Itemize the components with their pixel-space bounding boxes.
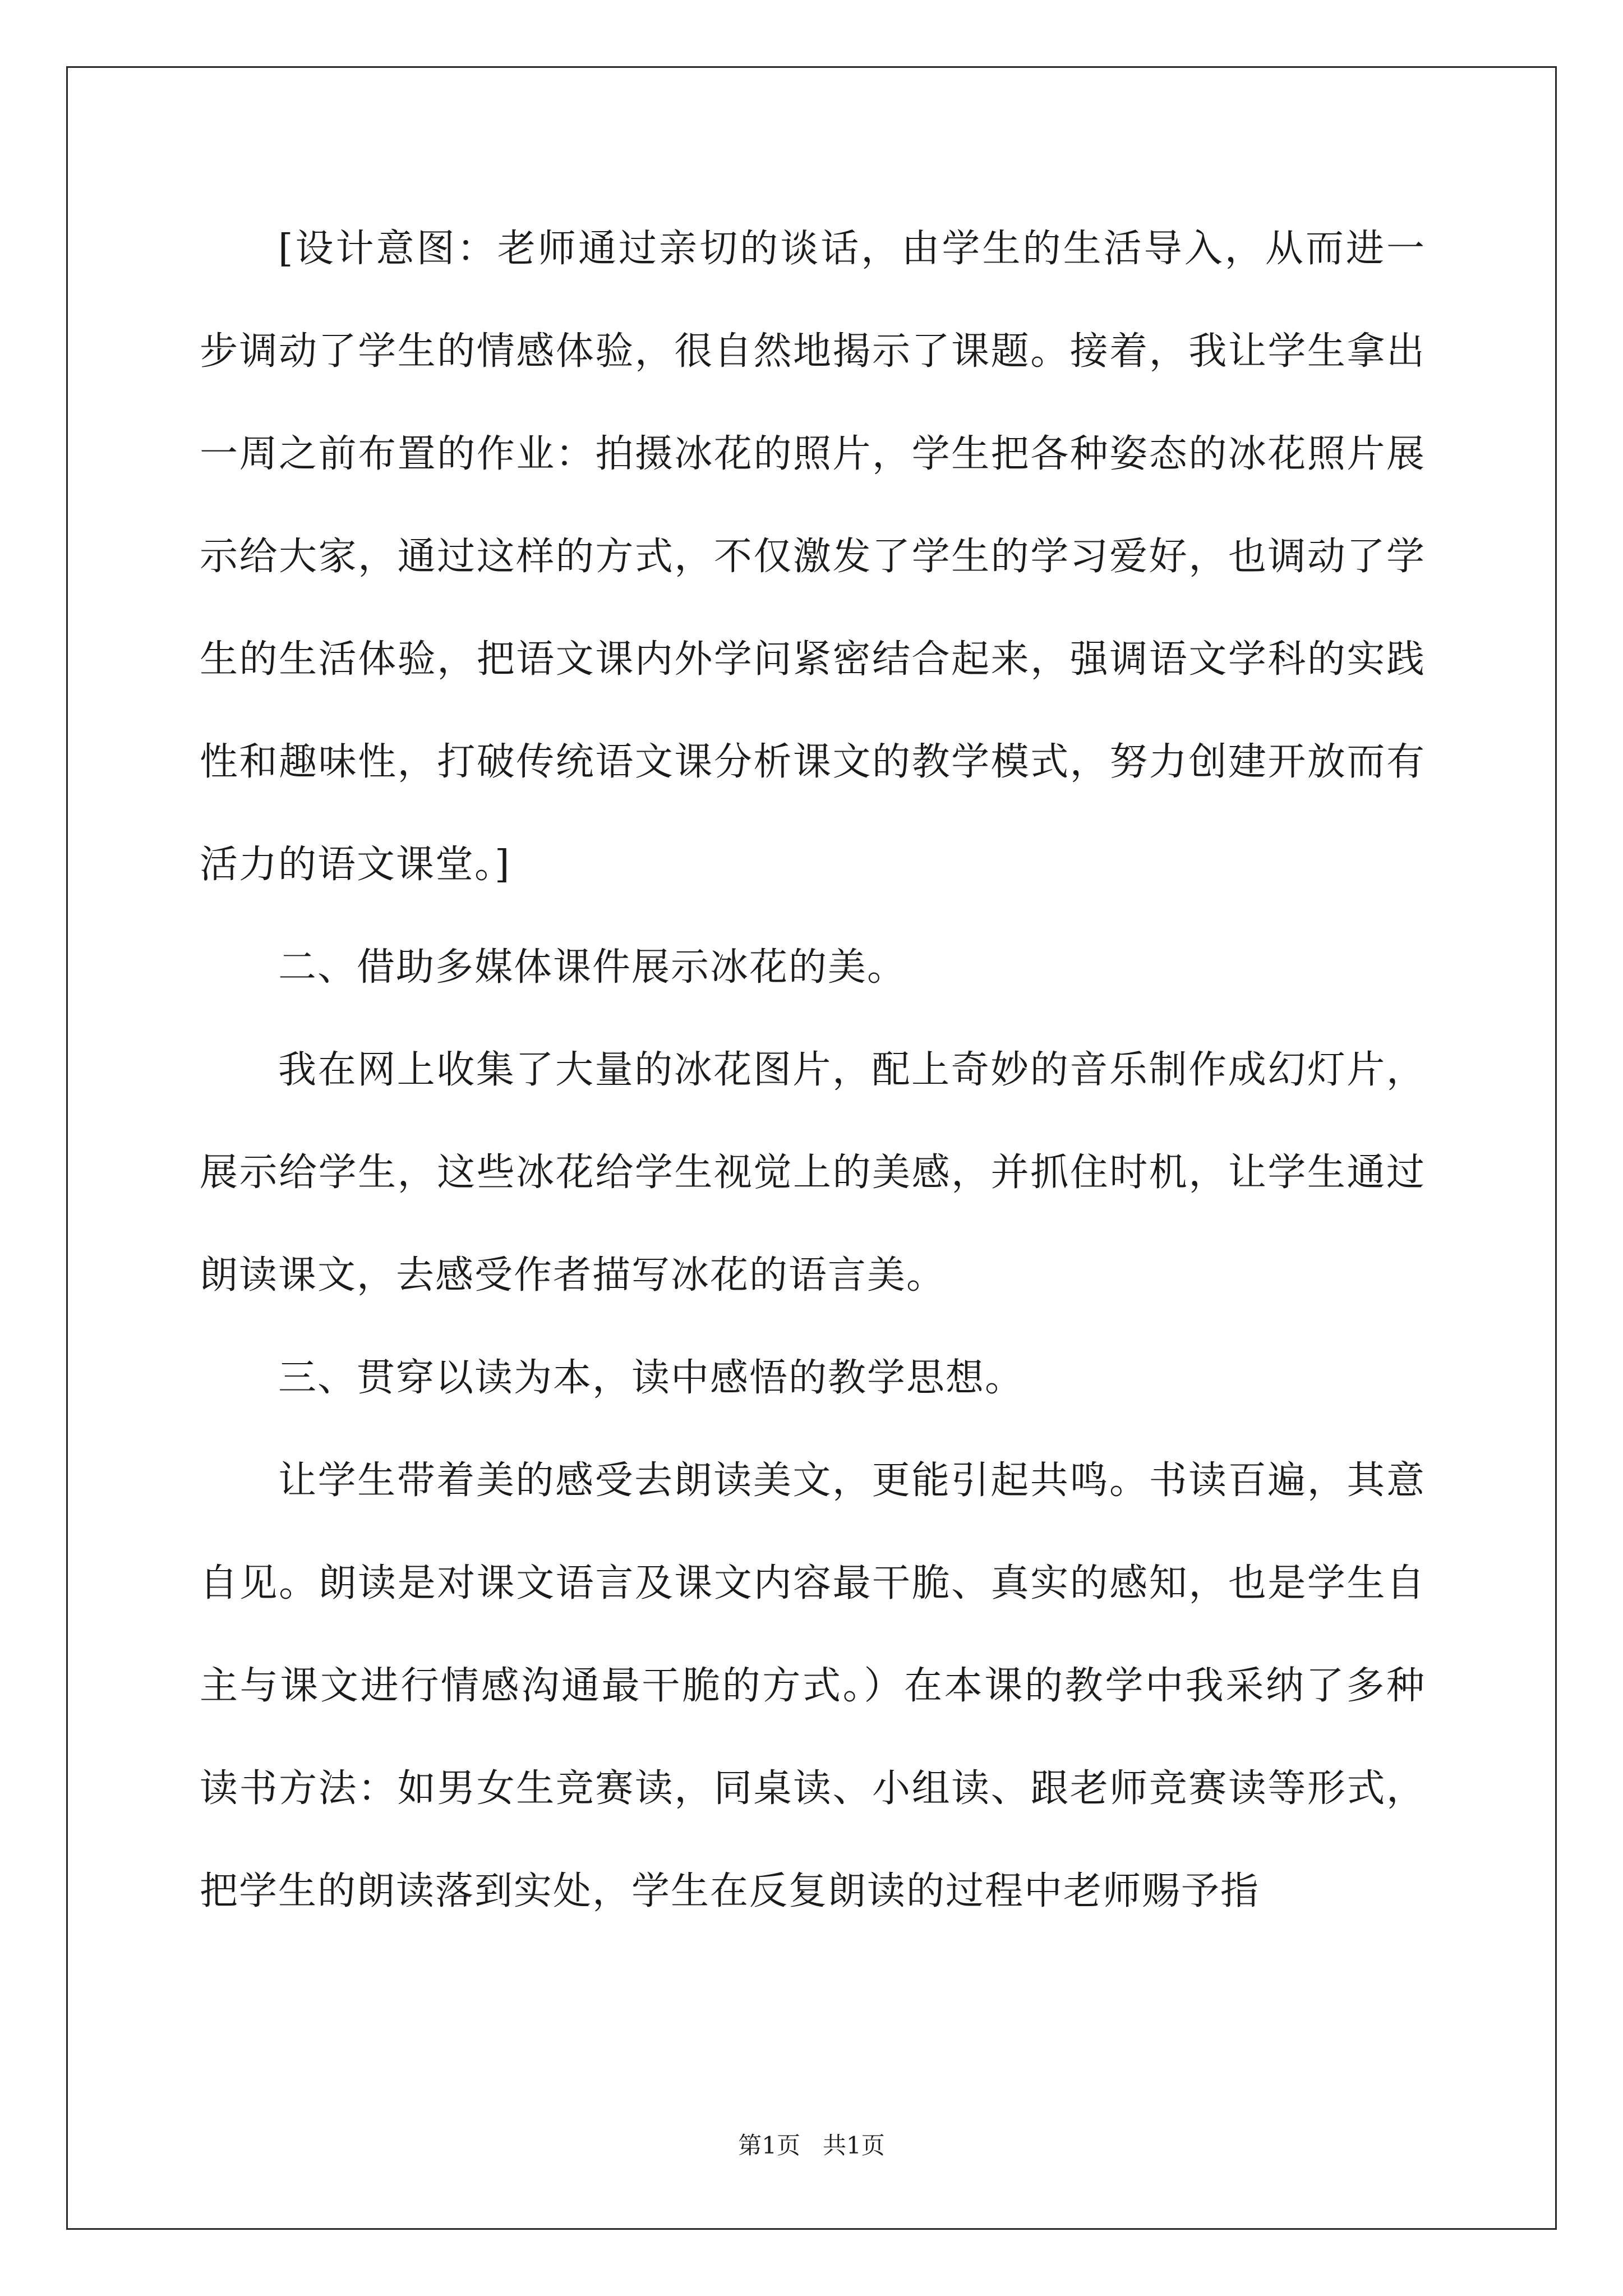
paragraph-multimedia: 我在网上收集了大量的冰花图片，配上奇妙的音乐制作成幻灯片，展示给学生，这些冰花给学生视觉上的美感，并抓住时机，让学生通过朗读课文，去感受作者描写冰花的语言美。 (200, 1048, 1426, 1297)
document-body (200, 197, 1426, 1943)
paragraph-design-intent: [设计意图：老师通过亲切的谈话，由学生的生活导入，从而进一步调动了学生的情感体验，很自然地揭示了课题。接着，我让学生拿出一周之前布置的作业：拍摄冰花的照片，学生把各种姿态的冰花照片展示给大家，通过这样的方式，不仅激发了学生的学习爱好，也调动了学生的生活体验，把语文课内外学问紧密结合起来，强调语文学科的实践性和趣味性，打破传统语文课分析课文的教学模式，努力创建开放而有活力的语文课堂。] (200, 227, 1426, 887)
page-number: 第1页 (738, 2132, 800, 2159)
page-footer (0, 2129, 1623, 2162)
heading-section-two: 二、借助多媒体课件展示冰花的美。 (278, 945, 907, 990)
page-total: 共1页 (823, 2132, 885, 2159)
heading-section-three: 三、贯穿以读为本，读中感悟的教学思想。 (278, 1356, 1025, 1400)
paragraph-reading: 让学生带着美的感受去朗读美文，更能引起共鸣。书读百遍，其意自见。朗读是对课文语言及课文内容最干脆、真实的感知，也是学生自主与课文进行情感沟通最干脆的方式。）在本课的教学中我采纳了多种读书方法：如男女生竞赛读，同桌读、小组读、跟老师竞赛读等形式，把学生的朗读落到实处，学生在反复朗读的过程中老师赐予指 (200, 1458, 1426, 1913)
